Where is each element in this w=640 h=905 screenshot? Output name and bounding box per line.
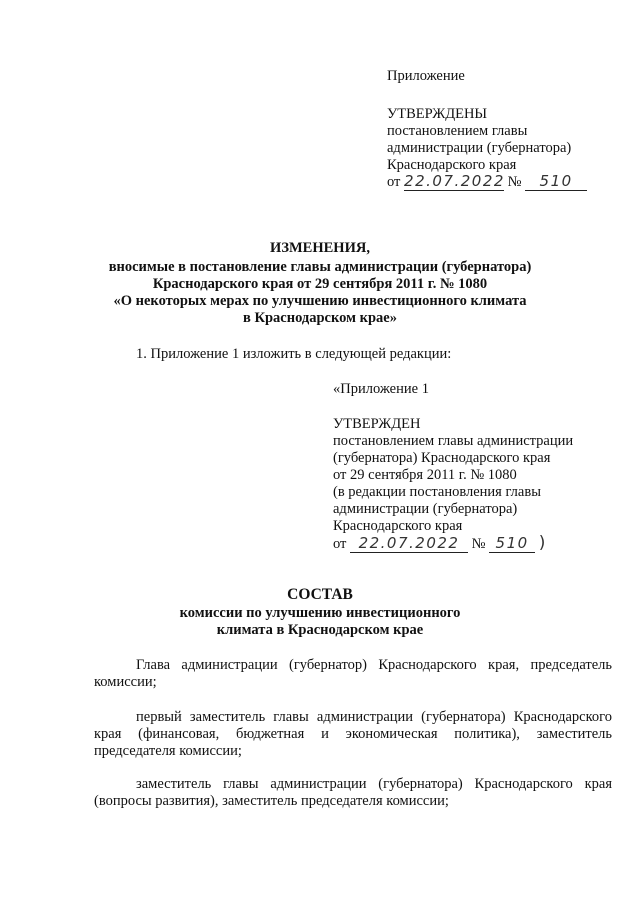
document-heading: ИЗМЕНЕНИЯ, (270, 240, 370, 256)
composition-line: климата в Краснодарском крае (216, 622, 424, 638)
inner-approval-line: постановлением главы администрации (333, 433, 574, 449)
title-line: «О некоторых мерах по улучшению инвестиционного климата (113, 293, 527, 309)
title-line: в Краснодарском крае» (243, 310, 397, 326)
composition-heading: СОСТАВ (287, 586, 353, 603)
handwritten-number: 510 (525, 173, 587, 191)
point-1: 1. Приложение 1 изложить в следующей редакции: (136, 346, 452, 362)
inner-approval-line: Краснодарского края (333, 518, 463, 534)
inner-date-row (333, 535, 547, 553)
inner-approval-line: от 29 сентября 2011 г. № 1080 (333, 467, 517, 483)
closing-parenthesis: ) (538, 533, 547, 553)
number-label: № (507, 174, 522, 190)
number-label: № (471, 536, 486, 552)
inner-approval-line: (губернатора) Краснодарского края (333, 450, 551, 466)
member-paragraph: первый заместитель главы администрации (губернатора) Краснодарского края (финансовая, бюджетная и экономическая политика), заместитель председателя комиссии; (94, 709, 612, 759)
handwritten-date: 22.07.2022 (404, 172, 505, 190)
approval-date-row (387, 173, 587, 191)
approved-label: УТВЕРЖДЕНЫ (387, 106, 488, 122)
inner-approval-line: администрации (губернатора) (333, 501, 518, 517)
approval-line: постановлением главы (387, 123, 528, 139)
inner-appendix-label: «Приложение 1 (333, 381, 429, 397)
approval-line: администрации (губернатора) (387, 140, 572, 156)
approval-line: Краснодарского края (387, 157, 517, 173)
member-paragraph: заместитель главы администрации (губернатора) Краснодарского края (вопросы развития), заместитель председателя комиссии; (94, 776, 612, 809)
handwritten-number: 510 (489, 535, 535, 553)
title-line: вносимые в постановление главы администрации (губернатора) (108, 259, 532, 275)
handwritten-date: 22.07.2022 (350, 535, 468, 553)
title-line: Краснодарского края от 29 сентября 2011 г. № 1080 (152, 276, 488, 292)
inner-approval-line: (в редакции постановления главы (333, 484, 541, 500)
from-label: от (387, 174, 401, 190)
composition-line: комиссии по улучшению инвестиционного (179, 605, 461, 621)
from-label: от (333, 536, 347, 552)
inner-approved-label: УТВЕРЖДЕН (333, 416, 421, 432)
member-paragraph: Глава администрации (губернатор) Краснодарского края, председатель комиссии; (94, 657, 612, 690)
appendix-label: Приложение (387, 68, 465, 84)
